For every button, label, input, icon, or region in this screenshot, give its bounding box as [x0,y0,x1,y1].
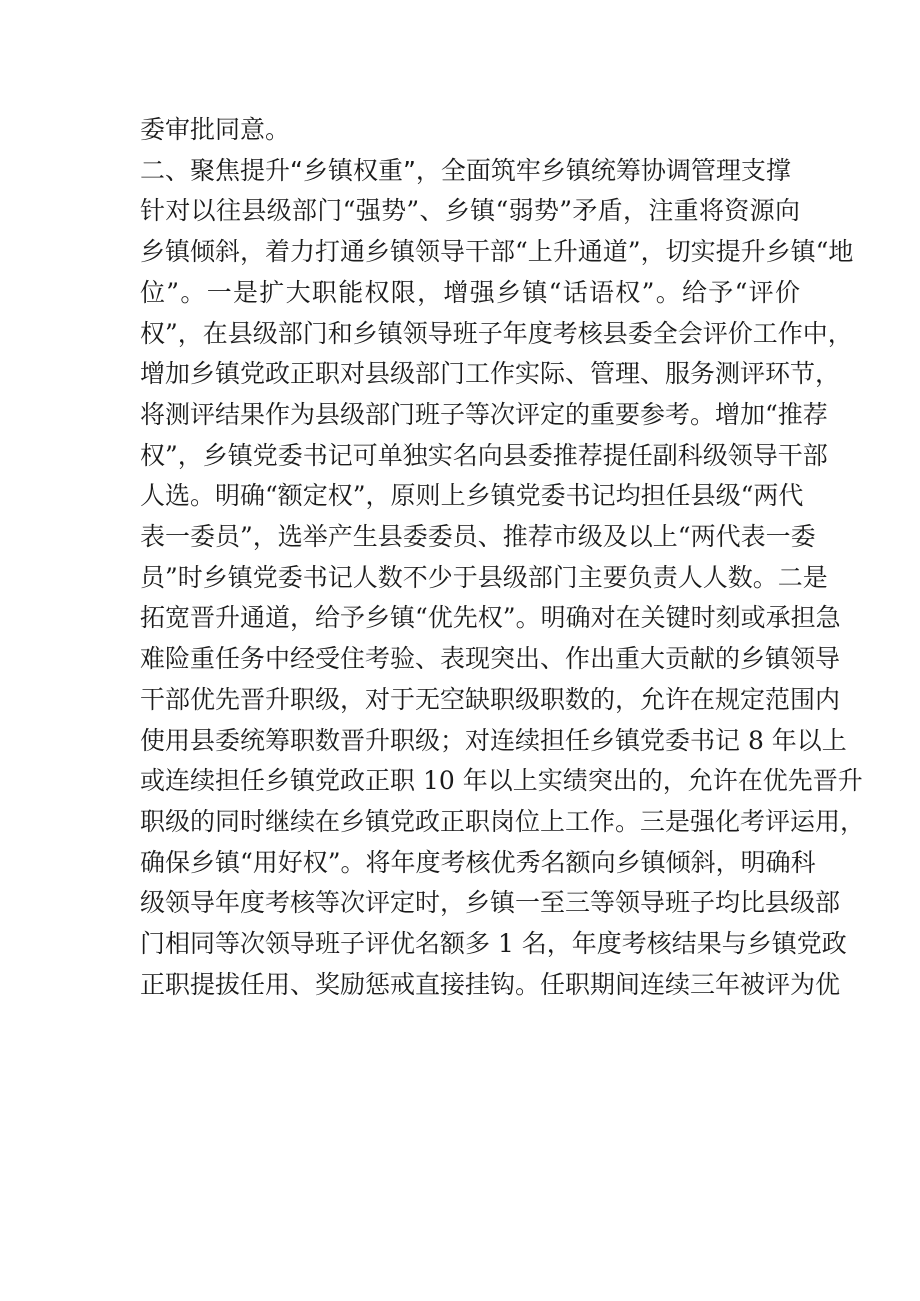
paragraph-line: 使用县委统筹职数晋升职级；对连续担任乡镇党委书记 8 年以上 [140,725,847,755]
paragraph-line: 难险重任务中经受住考验、表现突出、作出重大贡献的乡镇领导 [140,644,841,674]
paragraph-line: 权”，在县级部门和乡镇领导班子年度考核县委全会评价工作中， [140,318,853,348]
paragraph-line: 或连续担任乡镇党政正职 10 年以上实绩突出的，允许在优先晋升 [140,766,863,796]
paragraph-line: 表一委员”，选举产生县委委员、推荐市级及以上“两代表一委 [140,522,816,551]
paragraph-line: 针对以往县级部门“强势”、乡镇“弱势”矛盾，注重将资源向 [140,196,800,226]
paragraph-line: 委审批同意。 [140,115,291,144]
paragraph-line: 权”，乡镇党委书记可单独实名向县委推荐提任副科级领导干部 [140,440,828,470]
paragraph-line: 乡镇倾斜，着力打通乡镇领导干部“上升通道”，切实提升乡镇“地 [140,237,854,267]
paragraph-line: 干部优先晋升职级，对于无空缺职级职数的，允许在规定范围内 [140,684,841,714]
paragraph-line: 员”时乡镇党委书记人数不少于县级部门主要负责人人数。二是 [140,562,828,592]
paragraph-line: 拓宽晋升通道，给予乡镇“优先权”。明确对在关键时刻或承担急 [140,603,841,633]
section-heading: 二、聚焦提升“乡镇权重”，全面筑牢乡镇统筹协调管理支撑 [140,155,791,185]
paragraph-line: 增加乡镇党政正职对县级部门工作实际、管理、服务测评环节， [140,359,841,389]
paragraph-line: 职级的同时继续在乡镇党政正职岗位上工作。三是强化考评运用， [140,806,866,836]
paragraph-line: 门相同等次领导班子评优名额多 1 名，年度考核结果与乡镇党政 [140,929,847,958]
paragraph-line: 将测评结果作为县级部门班子等次评定的重要参考。增加“推荐 [140,399,828,429]
paragraph-line: 正职提拔任用、奖励惩戒直接挂钩。任职期间连续三年被评为优 [140,969,841,999]
paragraph-line: 位”。一是扩大职能权限，增强乡镇“话语权”。给予“评价 [140,277,800,307]
paragraph-line: 级领导年度考核等次评定时，乡镇一至三等领导班子均比县级部 [140,888,841,918]
paragraph-line: 确保乡镇“用好权”。将年度考核优秀名额向乡镇倾斜，明确科 [140,847,816,877]
paragraph-line: 人选。明确“额定权”，原则上乡镇党委书记均担任县级“两代 [140,481,804,511]
